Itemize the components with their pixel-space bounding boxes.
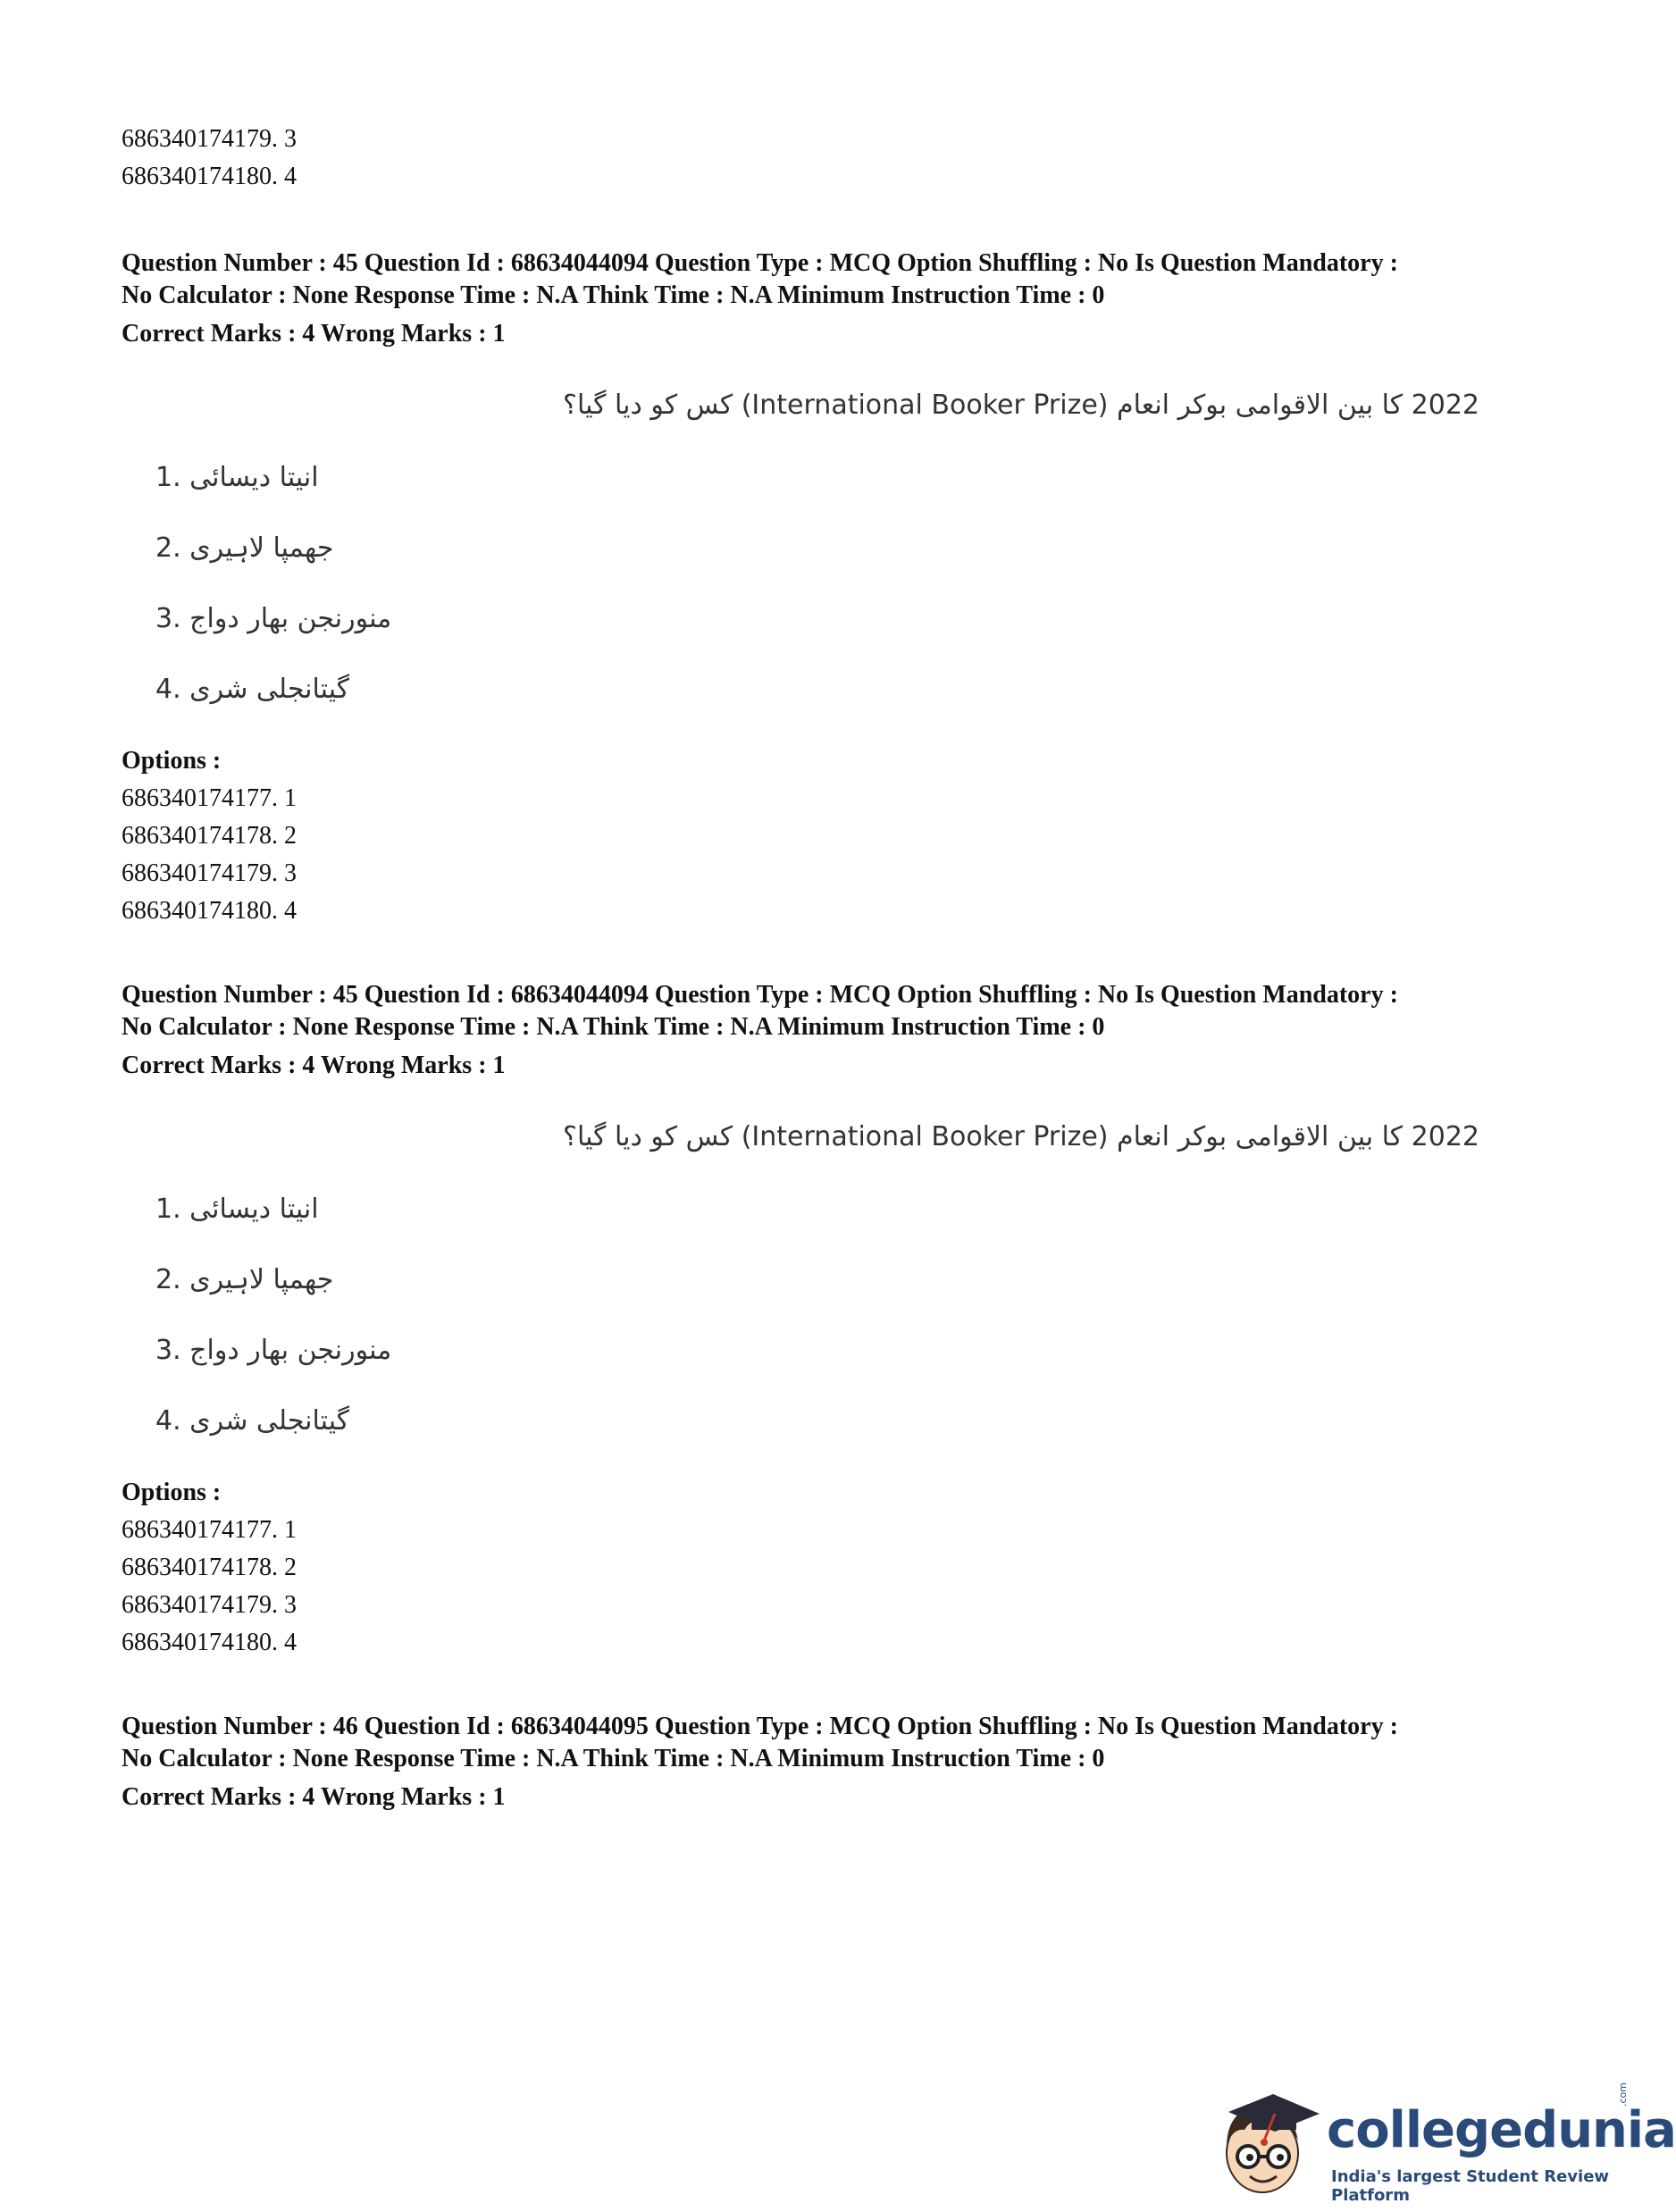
options-label: Options : [122,1479,222,1506]
option-line: 686340174179. 3 [122,859,297,887]
logo-tagline: India's largest Student Review Platform [1331,2167,1610,2205]
answer-choice-2: 2. جھمپا لاہیری [155,532,334,564]
answer-choice-2: 2. جھمپا لاہیری [155,1264,334,1295]
question-marks: Correct Marks : 4 Wrong Marks : 1 [122,320,506,348]
option-line: 686340174177. 1 [122,1516,297,1544]
question-meta: No Calculator : None Response Time : N.A Think Time : N.A Minimum Instruction Time : 0 [122,281,1105,309]
answer-choice-3: 3. منورنجن بھار دواج [155,603,392,634]
option-line: 686340174179. 3 [122,1591,297,1619]
question-text: 2022 کا بین الاقوامی بوکر انعام (International Booker Prize) کس کو دیا گیا؟ [563,390,1479,421]
question-block-1 [122,247,1533,353]
option-line: 686340174178. 2 [122,1554,297,1581]
question-meta: Question Number : 45 Question Id : 68634044094 Question Type : MCQ Option Shuffling : No Is Question Mandatory : [122,981,1398,1009]
option-line: 686340174180. 4 [122,1629,297,1656]
option-line: 686340174179. 3 [122,125,297,153]
mascot-icon [1211,2082,1327,2207]
option-line: 686340174177. 1 [122,784,297,812]
question-marks: Correct Marks : 4 Wrong Marks : 1 [122,1052,506,1079]
question-block-3 [122,1711,1533,1816]
options-list-1 [122,742,1533,930]
answer-choice-1: 1. انیتا دیسائی [155,462,319,493]
answer-choice-1: 1. انیتا دیسائی [155,1194,319,1225]
logo-wordmark: collegedunia [1327,2101,1676,2159]
question-block-2 [122,979,1533,1085]
answer-choice-3: 3. منورنجن بھار دواج [155,1335,392,1366]
answer-choice-4: 4. گیتانجلی شری [155,674,350,705]
question-text: 2022 کا بین الاقوامی بوکر انعام (International Booker Prize) کس کو دیا گیا؟ [563,1121,1479,1152]
options-label: Options : [122,747,222,775]
question-meta: No Calculator : None Response Time : N.A Think Time : N.A Minimum Instruction Time : 0 [122,1745,1105,1772]
logo-domain-suffix: .com [1617,2082,1629,2107]
question-meta: No Calculator : None Response Time : N.A Think Time : N.A Minimum Instruction Time : 0 [122,1013,1105,1041]
option-line: 686340174180. 4 [122,163,297,190]
option-line: 686340174178. 2 [122,822,297,850]
question-marks: Correct Marks : 4 Wrong Marks : 1 [122,1783,506,1811]
carryover-options [122,121,1533,196]
collegedunia-logo[interactable] [1211,2082,1676,2207]
options-list-2 [122,1474,1533,1662]
answer-choice-4: 4. گیتانجلی شری [155,1405,350,1437]
question-meta: Question Number : 46 Question Id : 68634044095 Question Type : MCQ Option Shuffling : No Is Question Mandatory : [122,1713,1398,1740]
option-line: 686340174180. 4 [122,897,297,925]
question-meta: Question Number : 45 Question Id : 68634044094 Question Type : MCQ Option Shuffling : No Is Question Mandatory : [122,249,1398,277]
